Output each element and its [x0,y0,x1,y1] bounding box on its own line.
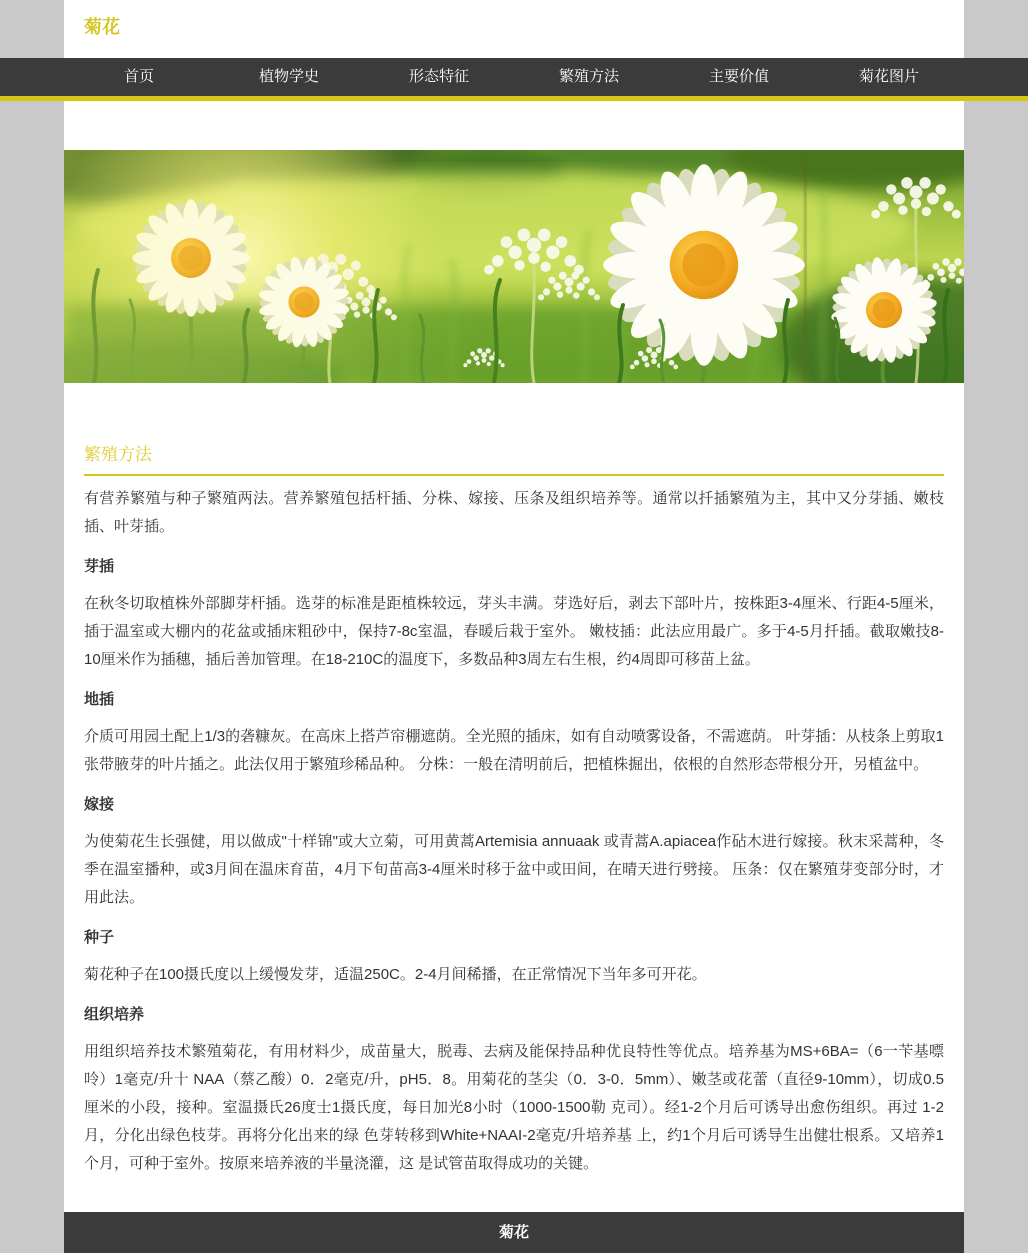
header [0,0,1028,58]
paragraph-tissue-culture: 用组织培养技术繁殖菊花，有用材料少，成苗量大，脱毒、去病及能保持品种优良特性等优点。培养基为MS+6BA=（6一苄基嘌呤）1毫克/升十 NAA（蔡乙酸）0．2毫克/升，pH5．8。用菊花的茎尖（0．3-0．5mm）、嫩茎或花蕾（直径9-10mm），切成0.5 厘米的小段，接种。室温摄氏26度士1摄氏度，每日加光8小时（1000-1500勒 克司）。经1-2个月后可诱导出愈伤组织。再过 1-2月，分化出绿色枝芽。再将分化出来的绿 色芽转移到White+NAAI-2毫克/升培养基 上，约1个月后可诱导生出健壮根系。又培养1 个月，可种于室外。按原来培养液的半量浇灌，这 是试管苗取得成功的关键。 [84,1043,944,1172]
main [0,101,1028,1253]
article-heading: 繁殖方法 [84,445,944,476]
nav-item-history[interactable]: 植物学史 [258,68,319,85]
footer-title: 菊花 [498,1224,529,1241]
article [64,445,964,1178]
nav-item-home[interactable]: 首页 [123,68,154,85]
subheading-tissue-culture: 组织培养 [84,1006,145,1023]
paragraph-ground-cutting: 介质可用园土配上1/3的砻糠灰。在高床上搭芦帘棚遮荫。全光照的插床，如有自动喷雾设备，不需遮荫。 叶芽插：从枝条上剪取1张带腋芽的叶片插之。此法仅用于繁殖珍稀品种。 分株：一般在清明前后，把植株掘出，依根的自然形态带根分开，另植盆中。 [84,728,944,773]
nav-item-gallery[interactable]: 菊花图片 [858,68,919,85]
hero-banner [64,150,964,383]
site-title: 菊花 [84,17,120,37]
intro-paragraph: 有营养繁殖与种子繁殖两法。营养繁殖包括杆插、分株、嫁接、压条及组织培养等。通常以扦插繁殖为主，其中又分芽插、嫩枝插、叶芽插。 [84,490,944,535]
subheading-bud-cutting: 芽插 [84,558,115,575]
main-navbar [0,58,1028,101]
paragraph-seed: 菊花种子在100摄氏度以上缓慢发芽，适温250C。2-4月间稀播，在正常情况下当年多可开花。 [84,966,707,983]
paragraph-grafting: 为使菊花生长强健，用以做成"十样锦"或大立菊，可用黄蒿Artemisia annuaak 或青蒿A.apiacea作砧木进行嫁接。秋末采蒿种，冬季在温室播种，或3月间在温床育苗，4月下旬苗高3-4厘米时移于盆中或田间，在晴天进行劈接。 压条：仅在繁殖芽变部分时，才用此法。 [84,833,944,906]
subheading-ground-cutting: 地插 [84,691,115,708]
daisy-field-photo [64,150,964,383]
nav-item-propagation[interactable]: 繁殖方法 [558,68,619,85]
subheading-seed: 种子 [84,929,115,946]
subheading-grafting: 嫁接 [84,796,115,813]
footer [64,1212,964,1253]
paragraph-bud-cutting: 在秋冬切取植株外部脚芽杆插。选芽的标准是距植株较远，芽头丰满。芽选好后，剥去下部叶片，按株距3-4厘米、行距4-5厘米，插于温室或大棚内的花盆或插床粗砂中，保持7-8c室温，春暖后栽于室外。 嫩枝插：此法应用最广。多于4-5月扦插。截取嫩技8-10厘米作为插穗，插后善加管理。在18-210C的温度下，多数品种3周左右生根，约4周即可移苗上盆。 [84,595,944,668]
nav-item-morphology[interactable]: 形态特征 [408,68,469,85]
nav-item-value[interactable]: 主要价值 [708,68,769,85]
